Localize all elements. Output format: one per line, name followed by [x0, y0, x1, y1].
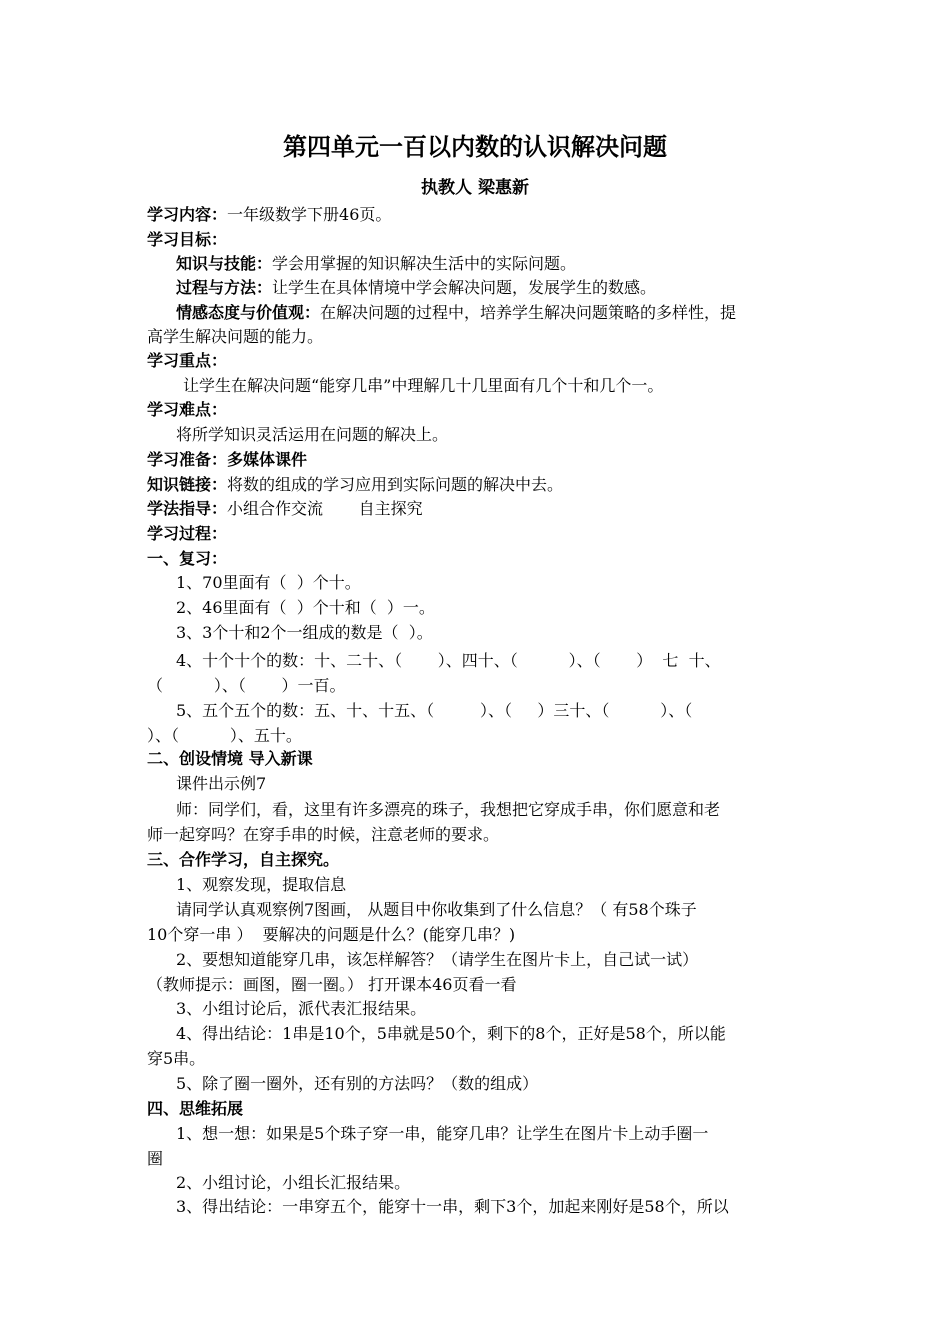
- review-heading: 一、复习：: [147, 549, 228, 568]
- extend-heading: 四、思维拓展: [147, 1099, 244, 1118]
- coop-heading: 三、合作学习，自主探究。: [147, 850, 340, 869]
- method-text: 小组合作交流 自主探究: [227, 499, 423, 518]
- coop-line: 穿5串。: [147, 1049, 206, 1068]
- scene-line: 课件出示例7: [176, 774, 267, 793]
- process-label: 过程与方法：: [176, 278, 273, 297]
- content-row: [147, 202, 807, 227]
- emotion-text: 在解决问题的过程中，培养学生解决问题策略的多样性，提: [320, 303, 737, 322]
- coop-line: 4、得出结论：1串是10个，5串就是50个，剩下的8个，正好是58个，所以能: [176, 1024, 726, 1043]
- process-text: 让学生在具体情境中学会解决问题，发展学生的数感。: [272, 278, 657, 297]
- goal-knowledge: [176, 251, 807, 276]
- knowledge-label: 知识与技能：: [176, 254, 273, 273]
- key-text: 让学生在解决问题“能穿几串”中理解几十几里面有几个十和几个一。: [183, 376, 664, 395]
- review-item: 2、46里面有（ ）个十和（ ）一。: [176, 598, 435, 617]
- goal-process: [176, 275, 807, 300]
- key-label: 学习重点：: [147, 351, 228, 370]
- prep-row: [147, 447, 807, 472]
- extend-line: 3、得出结论：一串穿五个，能穿十一串，剩下3个，加起来刚好是58个，所以: [176, 1197, 729, 1216]
- scene-line: 师：同学们，看，这里有许多漂亮的珠子，我想把它穿成手串，你们愿意和老: [176, 800, 721, 819]
- review-item-continued: ）、（ ）、五十。: [147, 726, 302, 745]
- difficulty-text: 将所学知识灵活运用在问题的解决上。: [176, 425, 449, 444]
- scene-line: 师一起穿吗？在穿手串的时候，注意老师的要求。: [147, 825, 500, 844]
- extend-line: 2、小组讨论，小组长汇报结果。: [176, 1173, 411, 1192]
- content-label: 学习内容：: [147, 205, 228, 224]
- link-text: 将数的组成的学习应用到实际问题的解决中去。: [227, 475, 564, 494]
- link-label: 知识链接：: [147, 475, 228, 494]
- coop-line: 2、要想知道能穿几串，该怎样解答？（请学生在图片卡上，自己试一试）: [176, 950, 699, 969]
- coop-line: 3、小组讨论后，派代表汇报结果。: [176, 999, 427, 1018]
- knowledge-text: 学会用掌握的知识解决生活中的实际问题。: [272, 254, 577, 273]
- difficulty-label: 学习难点：: [147, 400, 228, 419]
- prep-label: 学习准备：: [147, 450, 228, 469]
- review-item: 4、十个十个的数：十、二十、（ ）、四十、（ ）、（ ） 七 十、: [176, 651, 721, 670]
- extend-line: 1、想一想：如果是5个珠子穿一串，能穿几串？让学生在图片卡上动手圈一: [176, 1124, 709, 1143]
- review-item: 1、70里面有（ ）个十。: [176, 573, 361, 592]
- goal-emotion: [176, 300, 807, 325]
- coop-line: 1、观察发现，提取信息: [176, 875, 347, 894]
- content-text: 一年级数学下册46页。: [227, 205, 392, 224]
- goals-label: 学习目标：: [147, 230, 228, 249]
- method-label: 学法指导：: [147, 499, 228, 518]
- emotion-text-continued: 高学生解决问题的能力。: [147, 327, 324, 346]
- coop-line: 10个穿一串 ） 要解决的问题是什么？(能穿几串？): [147, 925, 516, 944]
- emotion-label: 情感态度与价值观：: [176, 303, 321, 322]
- process-section-label: 学习过程：: [147, 524, 228, 543]
- extend-line: 圈: [147, 1149, 164, 1168]
- review-item: 5、五个五个的数：五、十、十五、（ ）、（ ）三十、（ ）、（: [176, 701, 693, 720]
- document-title: 第四单元一百以内数的认识解决问题: [283, 132, 667, 161]
- coop-line: 5、除了圈一圈外，还有别的方法吗？（数的组成）: [176, 1074, 539, 1093]
- review-item: 3、3个十和2个一组成的数是（ ）。: [176, 623, 433, 642]
- author-line: 执教人 梁惠新: [421, 178, 529, 198]
- scene-heading: 二、创设情境 导入新课: [147, 749, 313, 768]
- review-item-continued: （ ）、（ ）一百。: [147, 676, 346, 695]
- link-row: [147, 472, 807, 497]
- prep-text: 多媒体课件: [227, 450, 308, 469]
- coop-line: 请同学认真观察例7图画， 从题目中你收集到了什么信息？（ 有58个珠子: [176, 900, 697, 919]
- coop-line: （教师提示：画图，圈一圈。） 打开课本46页看一看: [147, 975, 517, 994]
- method-row: [147, 496, 807, 521]
